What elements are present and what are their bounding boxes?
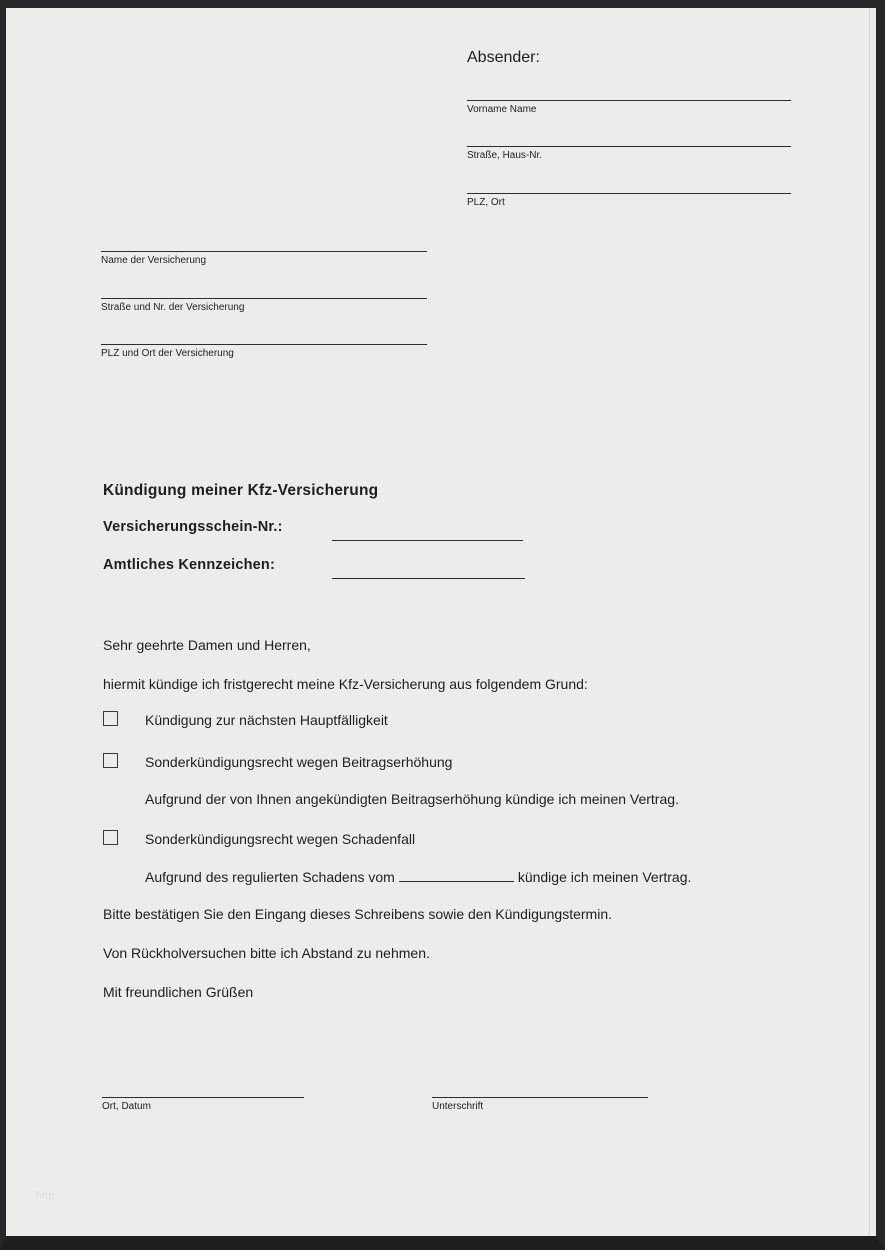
claim-event-note (145, 869, 691, 886)
claim-note-after: kündige ich meinen Vertrag. (517, 869, 692, 885)
sender-city-label: PLZ, Ort (467, 197, 505, 208)
recipient-street-label: Straße und Nr. der Versicherung (101, 302, 245, 313)
document-title: Kündigung meiner Kfz-Versicherung (103, 482, 379, 499)
premium-increase-note: Aufgrund der von Ihnen angekündigten Beitragserhöhung kündige ich meinen Vertrag. (145, 791, 679, 807)
watermark-text: http (36, 1190, 55, 1202)
checkbox-claim-event[interactable] (103, 830, 118, 845)
reason-next-due-date-label: Kündigung zur nächsten Hauptfälligkeit (145, 712, 388, 728)
checkbox-next-due-date[interactable] (103, 711, 118, 726)
sender-heading: Absender: (467, 49, 540, 66)
claim-date-blank-field[interactable] (399, 869, 514, 882)
intro-text: hiermit kündige ich fristgerecht meine Kfz-Versicherung aus folgendem Grund: (103, 676, 588, 692)
license-plate-label: Amtliches Kennzeichen: (103, 557, 275, 573)
no-callback-text: Von Rückholversuchen bitte ich Abstand zu nehmen. (103, 945, 430, 961)
license-plate-field[interactable] (332, 578, 525, 579)
signature-label: Unterschrift (432, 1101, 484, 1112)
sender-name-label: Vorname Name (467, 104, 537, 115)
recipient-city-field[interactable] (101, 344, 427, 359)
confirm-request-text: Bitte bestätigen Sie den Eingang dieses Schreibens sowie den Kündigungstermin. (103, 906, 612, 922)
closing-text: Mit freundlichen Grüßen (103, 984, 254, 1000)
recipient-street-field[interactable] (101, 298, 427, 313)
sender-city-field[interactable] (467, 193, 791, 208)
recipient-name-field[interactable] (101, 251, 427, 266)
checkbox-premium-increase[interactable] (103, 753, 118, 768)
recipient-city-label: PLZ und Ort der Versicherung (101, 348, 234, 359)
place-date-field[interactable] (102, 1097, 304, 1112)
reason-premium-increase-label: Sonderkündigungsrecht wegen Beitragserhöhung (145, 754, 453, 770)
claim-note-before: Aufgrund des regulierten Schadens vom (145, 869, 395, 885)
reason-claim-event-label: Sonderkündigungsrecht wegen Schadenfall (145, 831, 416, 847)
page-edge-line (869, 8, 870, 1236)
sender-street-field[interactable] (467, 146, 791, 161)
sender-street-label: Straße, Haus-Nr. (467, 150, 543, 161)
sender-name-field[interactable] (467, 100, 791, 115)
policy-number-field[interactable] (332, 540, 523, 541)
signature-field[interactable] (432, 1097, 648, 1112)
recipient-name-label: Name der Versicherung (101, 255, 207, 266)
place-date-label: Ort, Datum (102, 1101, 151, 1112)
salutation: Sehr geehrte Damen und Herren, (103, 637, 311, 653)
policy-number-label: Versicherungsschein-Nr.: (103, 519, 283, 535)
